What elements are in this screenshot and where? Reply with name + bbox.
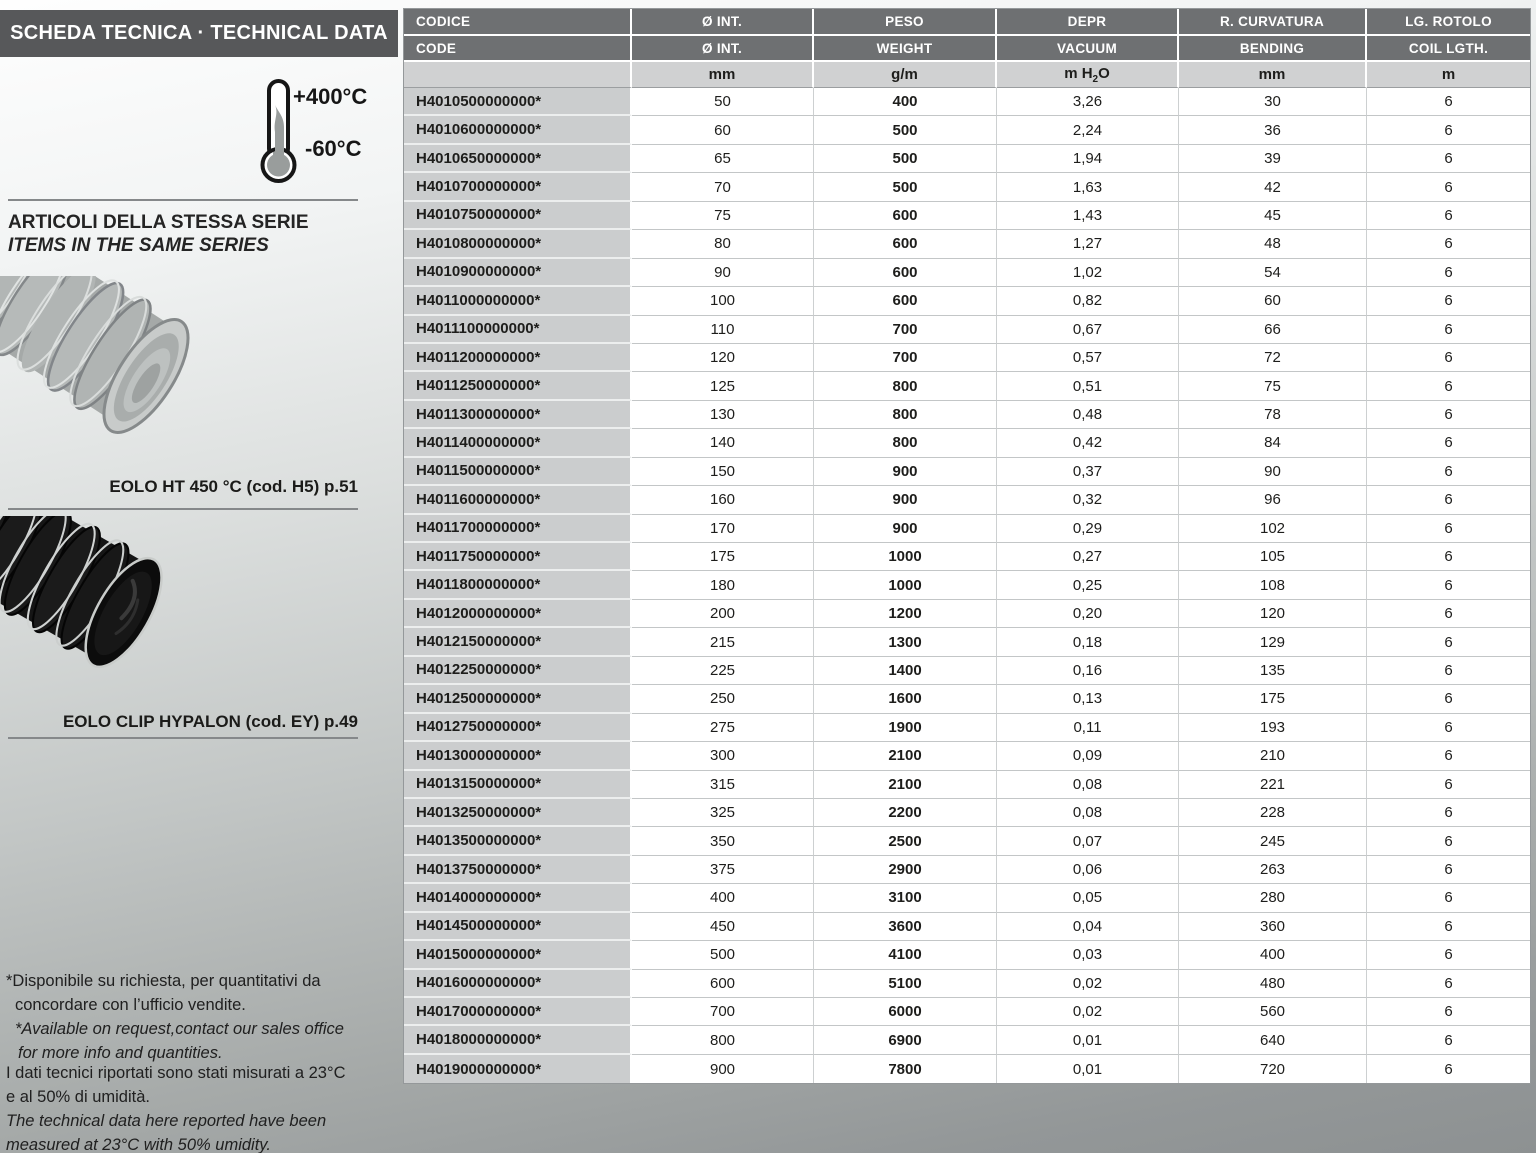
cell-coil: 6 — [1367, 515, 1530, 543]
cell-diameter: 140 — [632, 429, 814, 457]
divider — [8, 737, 358, 739]
cell-diameter: 700 — [632, 998, 814, 1026]
cell-coil: 6 — [1367, 714, 1530, 742]
cell-weight: 1600 — [814, 685, 997, 713]
cell-code: H4011250000000* — [404, 372, 632, 400]
cell-coil: 6 — [1367, 429, 1530, 457]
table-row — [404, 401, 1530, 429]
cell-coil: 6 — [1367, 259, 1530, 287]
header-rotolo: LG. ROTOLO — [1367, 9, 1530, 36]
cell-bending: 84 — [1179, 429, 1367, 457]
cell-bending: 129 — [1179, 628, 1367, 656]
cell-weight: 6000 — [814, 998, 997, 1026]
table-row — [404, 571, 1530, 599]
footnote-line: measured at 23°C with 50% umidity. — [6, 1136, 271, 1153]
cell-coil: 6 — [1367, 742, 1530, 770]
cell-bending: 48 — [1179, 230, 1367, 258]
cell-diameter: 65 — [632, 145, 814, 173]
cell-vacuum: 0,13 — [997, 685, 1179, 713]
cell-code: H4011800000000* — [404, 571, 632, 599]
cell-coil: 6 — [1367, 486, 1530, 514]
cell-bending: 360 — [1179, 913, 1367, 941]
cell-bending: 221 — [1179, 771, 1367, 799]
table-row — [404, 259, 1530, 287]
cell-bending: 102 — [1179, 515, 1367, 543]
cell-weight: 600 — [814, 230, 997, 258]
cell-diameter: 800 — [632, 1026, 814, 1054]
cell-code: H4010750000000* — [404, 202, 632, 230]
cell-code: H4011600000000* — [404, 486, 632, 514]
table-row — [404, 88, 1530, 116]
footnote-line: e al 50% di umidità. — [6, 1088, 150, 1106]
cell-diameter: 160 — [632, 486, 814, 514]
series-heading-it: ARTICOLI DELLA STESSA SERIE — [8, 212, 309, 233]
technical-data-table — [403, 8, 1531, 1084]
related-item-caption: EOLO HT 450 °C (cod. H5) p.51 — [109, 477, 358, 496]
cell-code: H4010800000000* — [404, 230, 632, 258]
cell-bending: 210 — [1179, 742, 1367, 770]
cell-diameter: 900 — [632, 1055, 814, 1083]
cell-code: H4010650000000* — [404, 145, 632, 173]
cell-bending: 78 — [1179, 401, 1367, 429]
cell-code: H4011100000000* — [404, 316, 632, 344]
cell-code: H4019000000000* — [404, 1055, 632, 1083]
cell-weight: 800 — [814, 401, 997, 429]
footnote-line: *Disponibile su richiesta, per quantitativi da — [6, 972, 321, 990]
footnote-line: I dati tecnici riportati sono stati misurati a 23°C — [6, 1064, 346, 1082]
cell-coil: 6 — [1367, 657, 1530, 685]
cell-code: H4014000000000* — [404, 884, 632, 912]
header-weight: WEIGHT — [814, 36, 997, 62]
table-header-row-en — [404, 36, 1530, 62]
cell-bending: 42 — [1179, 173, 1367, 201]
cell-weight: 800 — [814, 372, 997, 400]
cell-coil: 6 — [1367, 771, 1530, 799]
table-row — [404, 657, 1530, 685]
cell-weight: 600 — [814, 202, 997, 230]
table-row — [404, 685, 1530, 713]
cell-bending: 245 — [1179, 827, 1367, 855]
cell-diameter: 170 — [632, 515, 814, 543]
cell-bending: 640 — [1179, 1026, 1367, 1054]
cell-bending: 280 — [1179, 884, 1367, 912]
cell-code: H4013250000000* — [404, 799, 632, 827]
cell-vacuum: 0,27 — [997, 543, 1179, 571]
cell-vacuum: 0,07 — [997, 827, 1179, 855]
footnote-line: *Available on request,contact our sales office — [15, 1020, 344, 1038]
cell-code: H4012000000000* — [404, 600, 632, 628]
page-title-bar — [0, 10, 398, 57]
table-row — [404, 486, 1530, 514]
cell-weight: 1000 — [814, 543, 997, 571]
cell-weight: 2900 — [814, 856, 997, 884]
header-code: CODE — [404, 36, 632, 62]
cell-diameter: 375 — [632, 856, 814, 884]
cell-bending: 96 — [1179, 486, 1367, 514]
cell-diameter: 325 — [632, 799, 814, 827]
cell-code: H4011400000000* — [404, 429, 632, 457]
cell-coil: 6 — [1367, 316, 1530, 344]
table-row — [404, 543, 1530, 571]
cell-coil: 6 — [1367, 116, 1530, 144]
table-row — [404, 429, 1530, 457]
cell-vacuum: 0,08 — [997, 771, 1179, 799]
temp-min-label: -60°C — [305, 136, 362, 161]
table-header-row-it — [404, 9, 1530, 36]
cell-code: H4017000000000* — [404, 998, 632, 1026]
cell-diameter: 450 — [632, 913, 814, 941]
table-row — [404, 173, 1530, 201]
table-row — [404, 742, 1530, 770]
header-coil-length: COIL LGTH. — [1367, 36, 1530, 62]
footnote-line: for more info and quantities. — [18, 1044, 223, 1062]
cell-diameter: 275 — [632, 714, 814, 742]
cell-code: H4010700000000* — [404, 173, 632, 201]
cell-coil: 6 — [1367, 685, 1530, 713]
cell-code: H4013000000000* — [404, 742, 632, 770]
cell-vacuum: 2,24 — [997, 116, 1179, 144]
cell-bending: 263 — [1179, 856, 1367, 884]
cell-diameter: 225 — [632, 657, 814, 685]
cell-vacuum: 3,26 — [997, 88, 1179, 116]
cell-bending: 39 — [1179, 145, 1367, 173]
cell-coil: 6 — [1367, 287, 1530, 315]
cell-vacuum: 0,42 — [997, 429, 1179, 457]
cell-code: H4011750000000* — [404, 543, 632, 571]
cell-diameter: 175 — [632, 543, 814, 571]
cell-vacuum: 0,05 — [997, 884, 1179, 912]
cell-vacuum: 0,01 — [997, 1055, 1179, 1083]
header-diameter: Ø INT. — [632, 36, 814, 62]
divider — [8, 199, 358, 201]
cell-weight: 2100 — [814, 742, 997, 770]
cell-weight: 500 — [814, 145, 997, 173]
table-row — [404, 714, 1530, 742]
header-bending: BENDING — [1179, 36, 1367, 62]
cell-weight: 700 — [814, 316, 997, 344]
table-row — [404, 458, 1530, 486]
temperature-range — [256, 76, 376, 188]
table-row — [404, 941, 1530, 969]
table-row — [404, 827, 1530, 855]
cell-bending: 30 — [1179, 88, 1367, 116]
cell-code: H4010500000000* — [404, 88, 632, 116]
cell-coil: 6 — [1367, 372, 1530, 400]
cell-diameter: 250 — [632, 685, 814, 713]
cell-bending: 135 — [1179, 657, 1367, 685]
cell-diameter: 100 — [632, 287, 814, 315]
cell-coil: 6 — [1367, 543, 1530, 571]
cell-weight: 1900 — [814, 714, 997, 742]
cell-diameter: 70 — [632, 173, 814, 201]
cell-code: H4011300000000* — [404, 401, 632, 429]
cell-vacuum: 0,82 — [997, 287, 1179, 315]
cell-code: H4012500000000* — [404, 685, 632, 713]
cell-diameter: 80 — [632, 230, 814, 258]
header-vacuum: VACUUM — [997, 36, 1179, 62]
cell-coil: 6 — [1367, 941, 1530, 969]
cell-vacuum: 0,18 — [997, 628, 1179, 656]
cell-code: H4011500000000* — [404, 458, 632, 486]
cell-coil: 6 — [1367, 856, 1530, 884]
cell-vacuum: 0,09 — [997, 742, 1179, 770]
table-row — [404, 856, 1530, 884]
cell-weight: 900 — [814, 515, 997, 543]
table-row — [404, 628, 1530, 656]
cell-vacuum: 0,51 — [997, 372, 1179, 400]
cell-code: H4012250000000* — [404, 657, 632, 685]
table-row — [404, 600, 1530, 628]
cell-coil: 6 — [1367, 145, 1530, 173]
cell-vacuum: 0,20 — [997, 600, 1179, 628]
cell-diameter: 215 — [632, 628, 814, 656]
cell-bending: 560 — [1179, 998, 1367, 1026]
cell-bending: 480 — [1179, 970, 1367, 998]
cell-coil: 6 — [1367, 998, 1530, 1026]
cell-weight: 500 — [814, 173, 997, 201]
cell-diameter: 90 — [632, 259, 814, 287]
cell-coil: 6 — [1367, 1055, 1530, 1083]
cell-weight: 500 — [814, 116, 997, 144]
cell-vacuum: 0,02 — [997, 998, 1179, 1026]
cell-weight: 900 — [814, 486, 997, 514]
cell-vacuum: 0,48 — [997, 401, 1179, 429]
cell-code: H4018000000000* — [404, 1026, 632, 1054]
table-row — [404, 771, 1530, 799]
cell-vacuum: 0,67 — [997, 316, 1179, 344]
cell-coil: 6 — [1367, 600, 1530, 628]
cell-diameter: 75 — [632, 202, 814, 230]
cell-code: H4010900000000* — [404, 259, 632, 287]
cell-vacuum: 1,02 — [997, 259, 1179, 287]
cell-diameter: 125 — [632, 372, 814, 400]
cell-weight: 900 — [814, 458, 997, 486]
unit-weight: g/m — [814, 62, 997, 88]
cell-weight: 1000 — [814, 571, 997, 599]
table-row — [404, 344, 1530, 372]
table-row — [404, 145, 1530, 173]
cell-coil: 6 — [1367, 970, 1530, 998]
cell-bending: 66 — [1179, 316, 1367, 344]
cell-weight: 3100 — [814, 884, 997, 912]
header-curvatura: R. CURVATURA — [1179, 9, 1367, 36]
cell-vacuum: 0,25 — [997, 571, 1179, 599]
header-codice: CODICE — [404, 9, 632, 36]
cell-coil: 6 — [1367, 628, 1530, 656]
cell-coil: 6 — [1367, 827, 1530, 855]
cell-coil: 6 — [1367, 1026, 1530, 1054]
cell-bending: 193 — [1179, 714, 1367, 742]
cell-weight: 700 — [814, 344, 997, 372]
temp-max-label: +400°C — [293, 84, 368, 109]
cell-diameter: 500 — [632, 941, 814, 969]
cell-bending: 36 — [1179, 116, 1367, 144]
cell-weight: 600 — [814, 287, 997, 315]
series-heading-en: ITEMS IN THE SAME SERIES — [8, 235, 269, 256]
cell-weight: 4100 — [814, 941, 997, 969]
cell-code: H4012150000000* — [404, 628, 632, 656]
cell-diameter: 200 — [632, 600, 814, 628]
cell-diameter: 130 — [632, 401, 814, 429]
cell-diameter: 120 — [632, 344, 814, 372]
cell-bending: 720 — [1179, 1055, 1367, 1083]
cell-vacuum: 0,32 — [997, 486, 1179, 514]
cell-diameter: 110 — [632, 316, 814, 344]
table-body — [404, 88, 1530, 1083]
table-row — [404, 1055, 1530, 1083]
cell-bending: 45 — [1179, 202, 1367, 230]
cell-diameter: 50 — [632, 88, 814, 116]
cell-code: H4010600000000* — [404, 116, 632, 144]
cell-bending: 105 — [1179, 543, 1367, 571]
cell-weight: 800 — [814, 429, 997, 457]
cell-diameter: 315 — [632, 771, 814, 799]
table-units-row — [404, 62, 1530, 88]
cell-bending: 60 — [1179, 287, 1367, 315]
cell-vacuum: 1,63 — [997, 173, 1179, 201]
footnote-line: concordare con l’ufficio vendite. — [15, 996, 246, 1014]
cell-coil: 6 — [1367, 884, 1530, 912]
cell-weight: 1200 — [814, 600, 997, 628]
cell-code: H4011200000000* — [404, 344, 632, 372]
cell-vacuum: 0,08 — [997, 799, 1179, 827]
table-row — [404, 884, 1530, 912]
cell-coil: 6 — [1367, 344, 1530, 372]
cell-weight: 2100 — [814, 771, 997, 799]
cell-bending: 54 — [1179, 259, 1367, 287]
unit-coil: m — [1367, 62, 1530, 88]
cell-diameter: 60 — [632, 116, 814, 144]
table-row — [404, 230, 1530, 258]
cell-coil: 6 — [1367, 913, 1530, 941]
related-item-caption: EOLO CLIP HYPALON (cod. EY) p.49 — [62, 712, 358, 731]
cell-code: H4013750000000* — [404, 856, 632, 884]
cell-bending: 72 — [1179, 344, 1367, 372]
unit-bending: mm — [1179, 62, 1367, 88]
footnote-availability — [6, 969, 398, 1065]
cell-bending: 108 — [1179, 571, 1367, 599]
unit-vacuum: m $H_2O$ — [997, 62, 1179, 88]
cell-weight: 2500 — [814, 827, 997, 855]
header-peso: PESO — [814, 9, 997, 36]
cell-bending: 175 — [1179, 685, 1367, 713]
cell-vacuum: 0,06 — [997, 856, 1179, 884]
cell-vacuum: 1,27 — [997, 230, 1179, 258]
footnote-measurement — [6, 1061, 398, 1153]
cell-diameter: 600 — [632, 970, 814, 998]
page-title: SCHEDA TECNICA · TECHNICAL DATA — [10, 22, 388, 44]
footnote-line: The technical data here reported have been — [6, 1112, 327, 1130]
cell-vacuum: 1,43 — [997, 202, 1179, 230]
cell-weight: 400 — [814, 88, 997, 116]
cell-vacuum: 0,57 — [997, 344, 1179, 372]
table-row — [404, 799, 1530, 827]
unit-diameter: mm — [632, 62, 814, 88]
cell-bending: 228 — [1179, 799, 1367, 827]
cell-bending: 120 — [1179, 600, 1367, 628]
table-row — [404, 998, 1530, 1026]
cell-weight: 1300 — [814, 628, 997, 656]
cell-code: H4012750000000* — [404, 714, 632, 742]
table-row — [404, 1026, 1530, 1054]
cell-weight: 600 — [814, 259, 997, 287]
table-row — [404, 116, 1530, 144]
cell-bending: 75 — [1179, 372, 1367, 400]
cell-code: H4014500000000* — [404, 913, 632, 941]
cell-vacuum: 0,16 — [997, 657, 1179, 685]
cell-diameter: 300 — [632, 742, 814, 770]
cell-weight: 2200 — [814, 799, 997, 827]
cell-weight: 3600 — [814, 913, 997, 941]
cell-coil: 6 — [1367, 401, 1530, 429]
table-row — [404, 202, 1530, 230]
table-row — [404, 287, 1530, 315]
cell-vacuum: 0,37 — [997, 458, 1179, 486]
cell-weight: 1400 — [814, 657, 997, 685]
cell-coil: 6 — [1367, 230, 1530, 258]
cell-weight: 6900 — [814, 1026, 997, 1054]
cell-diameter: 400 — [632, 884, 814, 912]
table-row — [404, 316, 1530, 344]
table-row — [404, 970, 1530, 998]
cell-vacuum: 0,11 — [997, 714, 1179, 742]
cell-vacuum: 0,02 — [997, 970, 1179, 998]
cell-code: H4016000000000* — [404, 970, 632, 998]
cell-vacuum: 0,01 — [997, 1026, 1179, 1054]
cell-coil: 6 — [1367, 173, 1530, 201]
cell-code: H4011700000000* — [404, 515, 632, 543]
table-row — [404, 515, 1530, 543]
cell-code: H4013150000000* — [404, 771, 632, 799]
cell-vacuum: 0,29 — [997, 515, 1179, 543]
cell-code: H4011000000000* — [404, 287, 632, 315]
cell-bending: 90 — [1179, 458, 1367, 486]
unit-code — [404, 62, 632, 88]
cell-coil: 6 — [1367, 799, 1530, 827]
cell-coil: 6 — [1367, 88, 1530, 116]
cell-weight: 7800 — [814, 1055, 997, 1083]
product-image-black-hose — [0, 516, 206, 711]
table-row — [404, 913, 1530, 941]
divider — [8, 508, 358, 510]
cell-coil: 6 — [1367, 571, 1530, 599]
table-row — [404, 372, 1530, 400]
header-depr: DEPR — [997, 9, 1179, 36]
product-image-gray-hose — [0, 276, 240, 476]
cell-weight: 5100 — [814, 970, 997, 998]
cell-diameter: 350 — [632, 827, 814, 855]
cell-vacuum: 0,04 — [997, 913, 1179, 941]
cell-coil: 6 — [1367, 458, 1530, 486]
cell-vacuum: 1,94 — [997, 145, 1179, 173]
cell-vacuum: 0,03 — [997, 941, 1179, 969]
cell-code: H4015000000000* — [404, 941, 632, 969]
header-diametro: Ø INT. — [632, 9, 814, 36]
cell-coil: 6 — [1367, 202, 1530, 230]
cell-diameter: 180 — [632, 571, 814, 599]
cell-bending: 400 — [1179, 941, 1367, 969]
cell-diameter: 150 — [632, 458, 814, 486]
cell-code: H4013500000000* — [404, 827, 632, 855]
